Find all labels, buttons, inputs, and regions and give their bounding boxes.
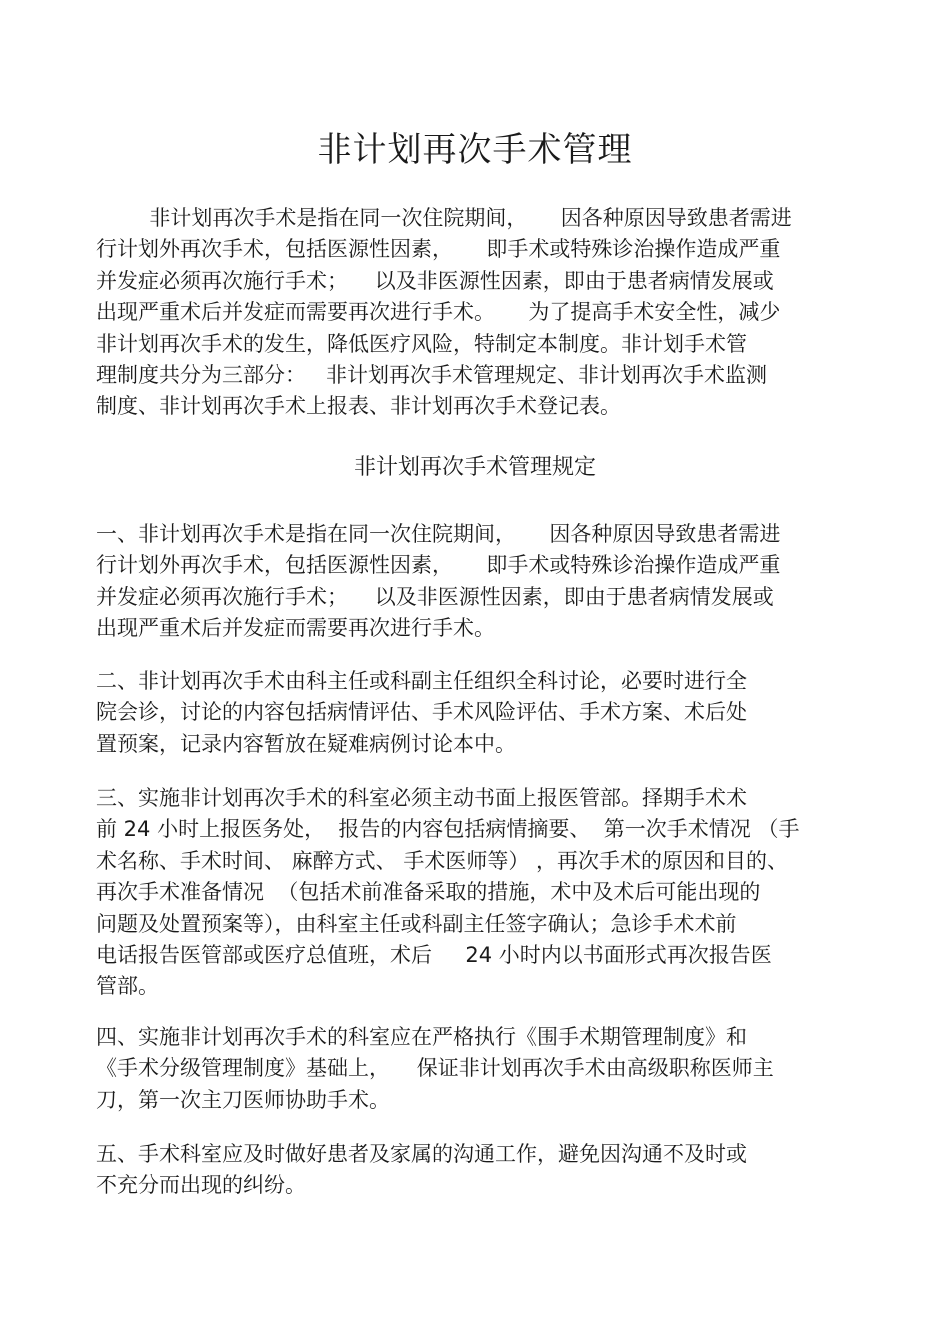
section-title: 非计划再次手术管理规定 — [353, 455, 596, 480]
intro-line: 非计划再次手术是指在同一次住院期间， 因各种原因导致患者需进 — [96, 206, 792, 230]
document-title: 非计划再次手术管理 — [317, 130, 633, 170]
rule-line: 不充分而出现的纠纷。 — [96, 1173, 306, 1198]
rule-item-2 — [96, 666, 856, 760]
rule-line: 术名称、手术时间、 麻醉方式、 手术医师等） ，再次手术的原因和目的、 — [96, 848, 789, 873]
rule-item-1 — [96, 519, 856, 645]
intro-line: 出现严重术后并发症而需要再次进行手术。 为了提高手术安全性，减少 — [96, 300, 781, 325]
intro-line: 理制度共分为三部分： 非计划再次手术管理规定、非计划再次手术监测 — [96, 363, 768, 388]
rule-line: 前 24 小时上报医务处， 报告的内容包括病情摘要、 第一次手术情况 （手 — [96, 817, 800, 842]
rule-line: 电话报告医管部或医疗总值班，术后 24 小时内以书面形式再次报告医 — [96, 943, 772, 968]
rule-item-4 — [96, 1022, 856, 1116]
rule-item-3 — [96, 783, 856, 1003]
intro-line: 非计划再次手术的发生，降低医疗风险，特制定本制度。非计划手术管 — [96, 331, 747, 356]
rule-line: 并发症必须再次施行手术； 以及非医源性因素，即由于患者病情发展或 — [96, 584, 774, 609]
rule-line: 五、手术科室应及时做好患者及家属的沟通工作，避免因沟通不及时或 — [96, 1142, 747, 1166]
rule-line: 问题及处置预案等），由科室主任或科副主任签字确认；急诊手术术前 — [96, 911, 737, 936]
rule-line: 刀，第一次主刀医师协助手术。 — [96, 1087, 390, 1112]
intro-line: 并发症必须再次施行手术； 以及非医源性因素，即由于患者病情发展或 — [96, 268, 774, 293]
rule-line: 再次手术准备情况 （包括术前准备采取的措施，术中及术后可能出现的 — [96, 880, 761, 905]
intro-line: 制度、非计划再次手术上报表、非计划再次手术登记表。 — [96, 394, 621, 419]
rule-line: 置预案，记录内容暂放在疑难病例讨论本中。 — [96, 731, 516, 756]
rule-line: 行计划外再次手术，包括医源性因素， 即手术或特殊诊治操作造成严重 — [96, 553, 781, 578]
rule-item-5 — [96, 1139, 856, 1202]
rule-line: 《手术分级管理制度》基础上， 保证非计划再次手术由高级职称医师主 — [96, 1056, 774, 1081]
intro-paragraph — [96, 203, 856, 423]
rule-line: 院会诊，讨论的内容包括病情评估、手术风险评估、手术方案、术后处 — [96, 700, 747, 725]
rule-line: 管部。 — [96, 974, 159, 999]
intro-line: 行计划外再次手术，包括医源性因素， 即手术或特殊诊治操作造成严重 — [96, 237, 781, 262]
rule-line: 一、非计划再次手术是指在同一次住院期间， 因各种原因导致患者需进 — [96, 522, 781, 546]
rule-line: 四、实施非计划再次手术的科室应在严格执行《围手术期管理制度》和 — [96, 1025, 747, 1049]
rule-line: 二、非计划再次手术由科主任或科副主任组织全科讨论，必要时进行全 — [96, 669, 747, 693]
rule-line: 出现严重术后并发症而需要再次进行手术。 — [96, 616, 495, 641]
rule-line: 三、实施非计划再次手术的科室必须主动书面上报医管部。择期手术术 — [96, 786, 747, 810]
